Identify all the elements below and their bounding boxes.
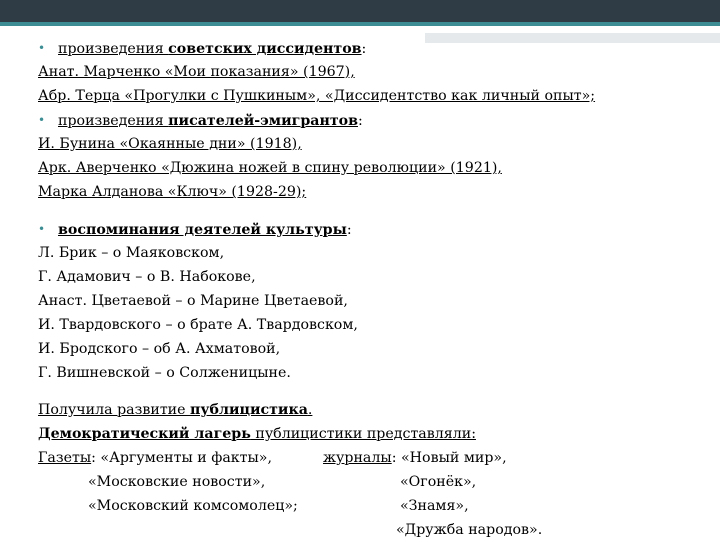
media-row bbox=[38, 446, 708, 470]
bullet-icon: • bbox=[38, 41, 46, 55]
bullet-icon: • bbox=[38, 113, 46, 127]
bullet-emigrant-writers: • произведения писателей-эмигрантов: bbox=[38, 108, 708, 132]
democratic-camp-line: Демократический лагерь публицистики представляли: bbox=[38, 426, 476, 442]
work-line: Арк. Аверченко «Дюжина ножей в спину революции» (1921), bbox=[38, 160, 502, 176]
media-row bbox=[38, 494, 708, 518]
bullet-text: воспоминания деятелей культуры bbox=[58, 222, 347, 238]
bullet-memoirs: • воспоминания деятелей культуры: bbox=[38, 217, 708, 241]
memoir-line: Г. Адамович – о В. Набокове, bbox=[38, 269, 256, 285]
memoir-line: Л. Брик – о Маяковском, bbox=[38, 245, 225, 261]
newspapers-item: Газеты: «Аргументы и факты», bbox=[38, 450, 272, 466]
journal-name: «Знамя», bbox=[400, 498, 469, 514]
newspaper-name: «Московский комсомолец»; bbox=[88, 498, 298, 514]
journal-name: «Дружба народов». bbox=[396, 522, 543, 538]
memoir-line: Анаст. Цветаевой – о Марине Цветаевой, bbox=[38, 293, 348, 309]
memoir-line: И. Бродского – об А. Ахматовой, bbox=[38, 341, 281, 357]
publicism-line: Получила развитие публицистика. bbox=[38, 402, 313, 418]
slide-header-bar bbox=[0, 0, 720, 22]
bullet-soviet-dissidents: • произведения советских диссидентов: bbox=[38, 36, 708, 60]
memoir-line: И. Твардовского – о брате А. Твардовском, bbox=[38, 317, 358, 333]
work-line: Абр. Терца «Прогулки с Пушкиным», «Диссидентство как личный опыт»; bbox=[38, 88, 596, 104]
slide-body bbox=[38, 36, 708, 542]
header-stripe-gap bbox=[425, 26, 720, 33]
media-row bbox=[38, 518, 708, 542]
newspaper-name: «Московские новости», bbox=[88, 474, 266, 490]
media-row bbox=[38, 470, 708, 494]
journal-name: «Огонёк», bbox=[400, 474, 477, 490]
bullet-text: произведения советских диссидентов bbox=[58, 41, 362, 57]
memoir-line: Г. Вишневской – о Солженицыне. bbox=[38, 365, 291, 381]
bullet-icon: • bbox=[38, 222, 46, 236]
work-line: Марка Алданова «Ключ» (1928-29); bbox=[38, 184, 307, 200]
journals-item: журналы: «Новый мир», bbox=[323, 450, 507, 466]
work-line: Анат. Марченко «Мои показания» (1967), bbox=[38, 64, 355, 80]
work-line: И. Бунина «Окаянные дни» (1918), bbox=[38, 136, 302, 152]
bullet-text: произведения писателей-эмигрантов bbox=[58, 113, 358, 129]
